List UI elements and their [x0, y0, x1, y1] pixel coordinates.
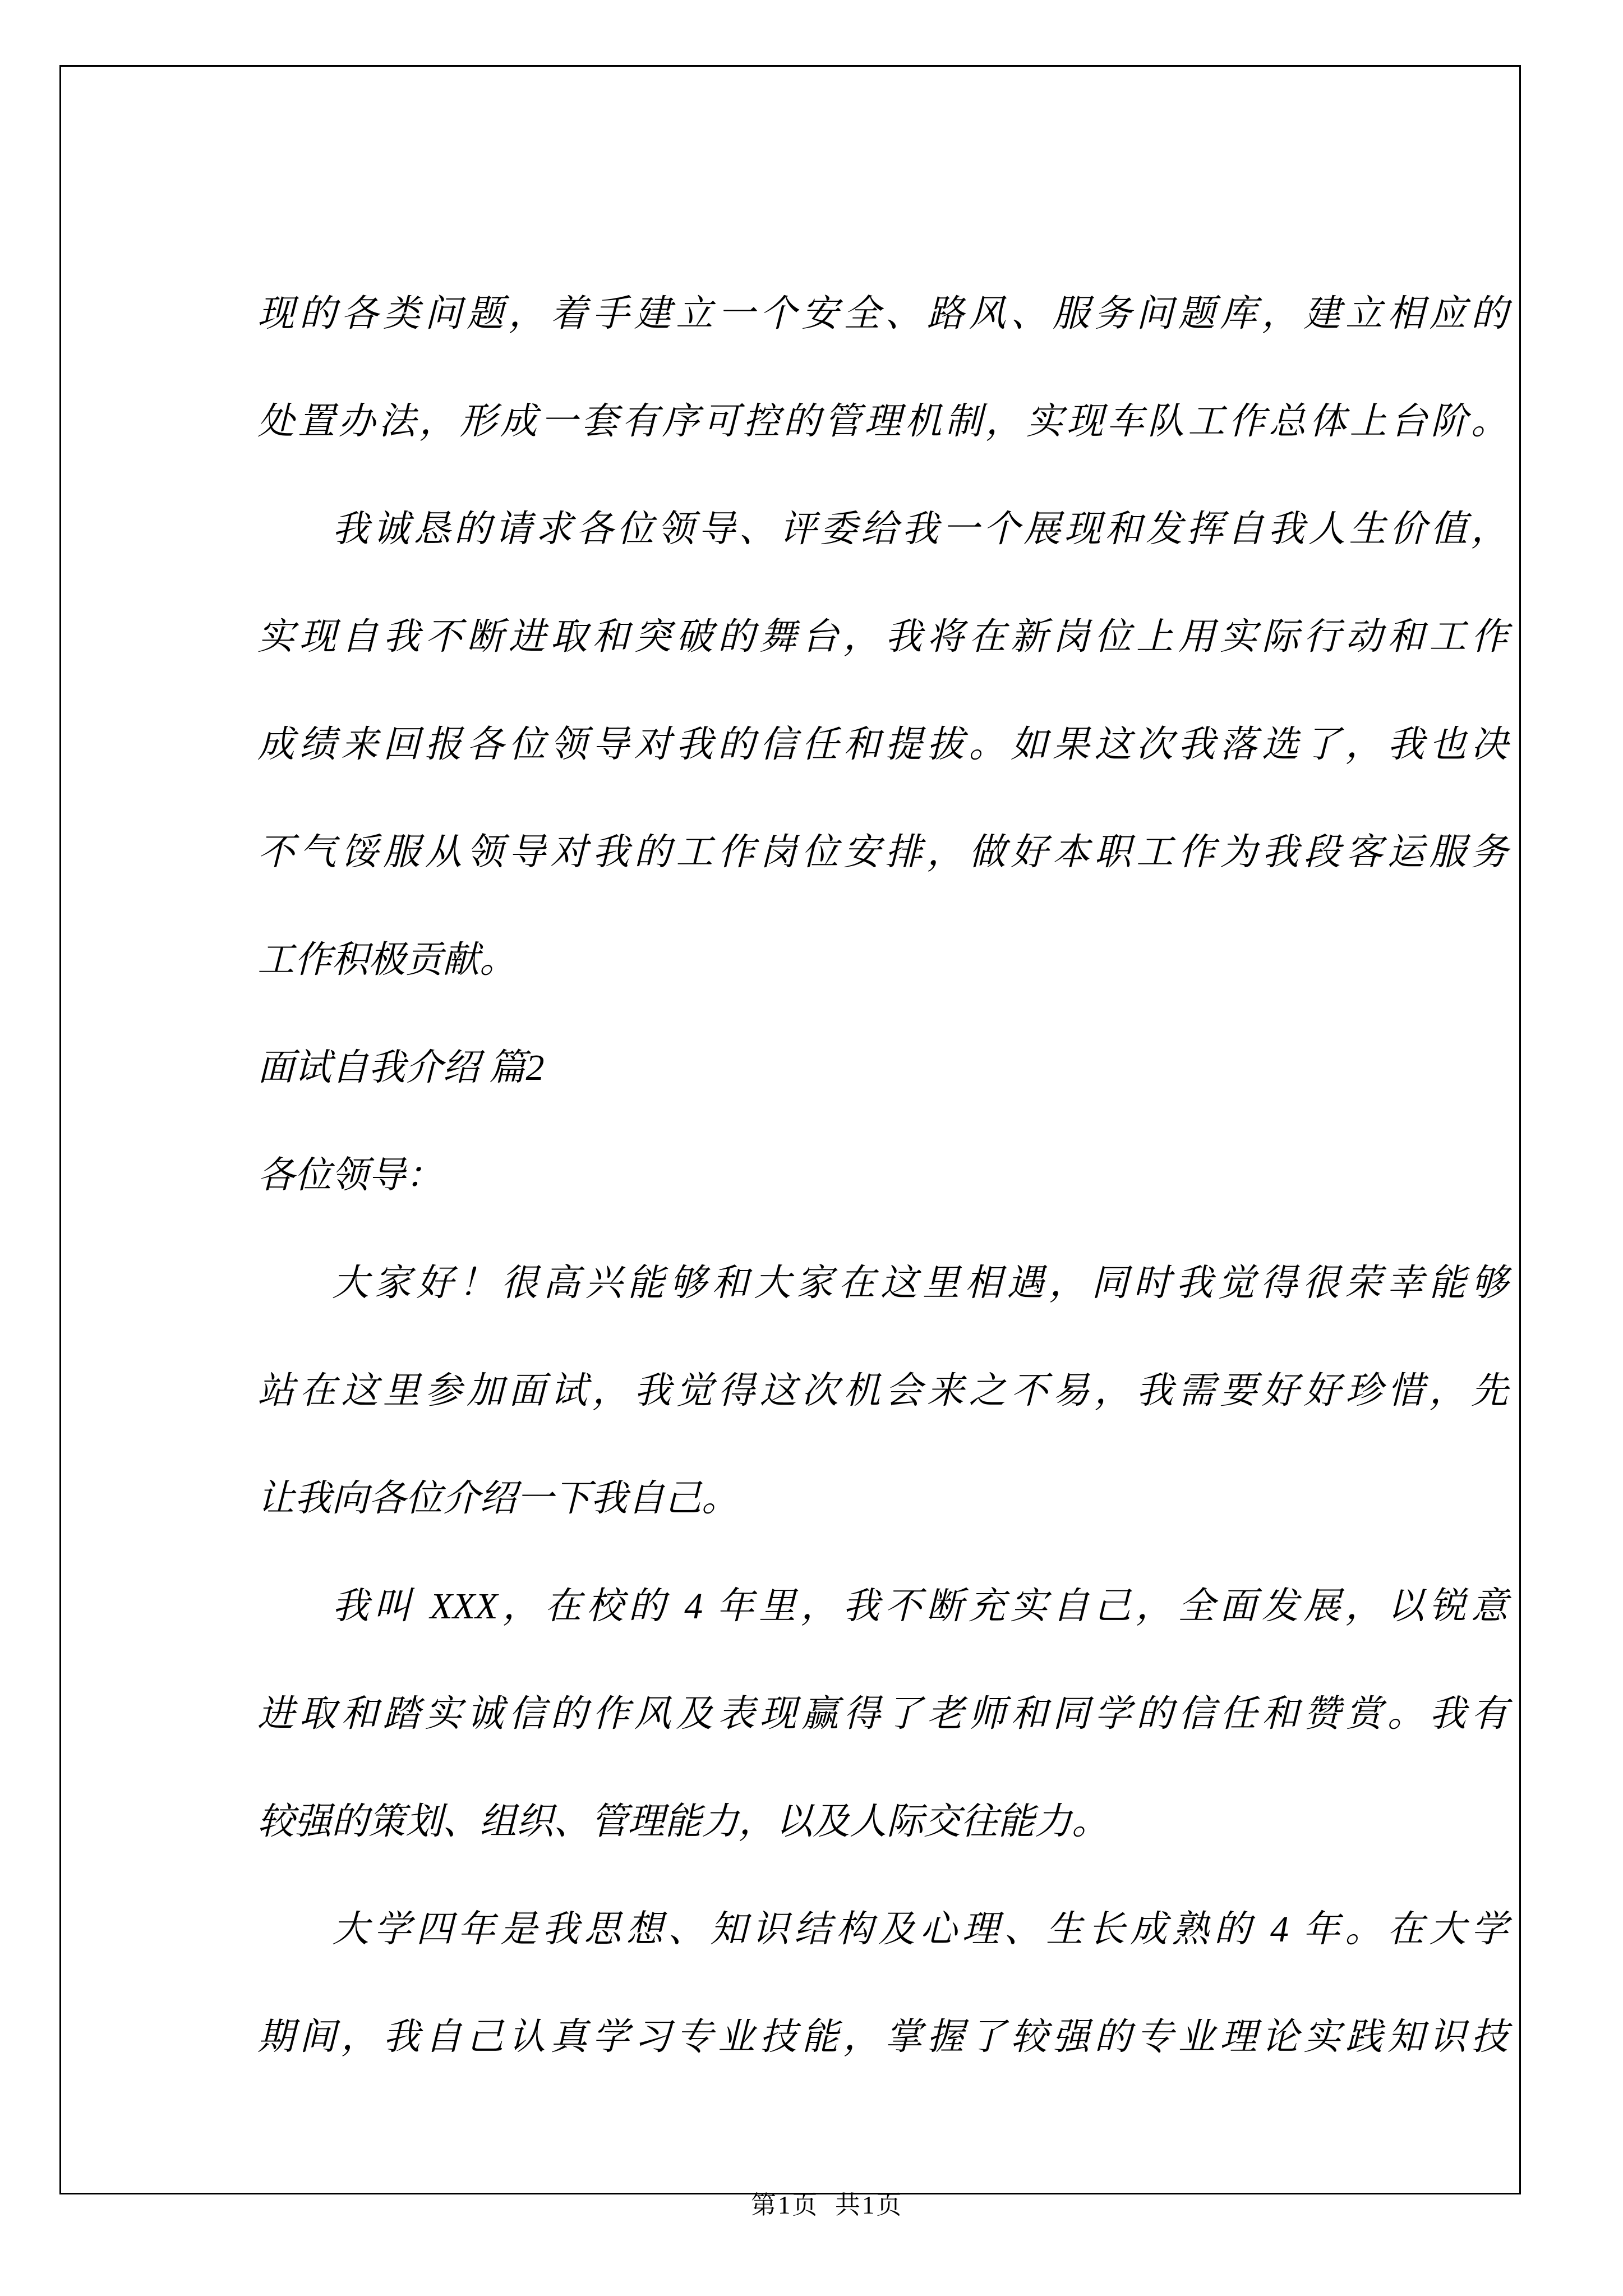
text-line: 工作积极贡献。 — [257, 940, 517, 981]
text-line: 不气馁服从领导对我的工作岗位安排，做好本职工作为我段客运服务 — [257, 832, 1508, 873]
text-line: 我叫 XXX，在校的 4 年里，我不断充实自己，全面发展，以锐意 — [332, 1586, 1508, 1627]
section-heading: 面试自我介绍 篇2 — [257, 1047, 545, 1088]
text-line: 期间，我自己认真学习专业技能，掌握了较强的专业理论实践知识技 — [257, 2017, 1508, 2058]
salutation: 各位领导： — [257, 1155, 442, 1196]
text-line: 成绩来回报各位领导对我的信任和提拔。如果这次我落选了，我也决 — [257, 724, 1508, 765]
page-footer: 第1页 共1页 — [751, 2191, 903, 2219]
page-border — [59, 65, 1521, 2219]
text-line: 大家好！很高兴能够和大家在这里相遇，同时我觉得很荣幸能够 — [332, 1263, 1508, 1304]
text-line: 处置办法，形成一套有序可控的管理机制，实现车队工作总体上台阶。 — [257, 401, 1508, 442]
text-line: 进取和踏实诚信的作风及表现赢得了老师和同学的信任和赞赏。我有 — [257, 1694, 1508, 1734]
text-line: 站在这里参加面试，我觉得这次机会来之不易，我需要好好珍惜，先 — [257, 1370, 1508, 1411]
text-line: 让我向各位介绍一下我自己。 — [257, 1478, 739, 1519]
text-line: 我诚恳的请求各位领导、评委给我一个展现和发挥自我人生价值， — [332, 509, 1508, 550]
text-line: 较强的策划、组织、管理能力，以及人际交往能力。 — [257, 1801, 1109, 1842]
text-line: 大学四年是我思想、知识结构及心理、生长成熟的 4 年。在大学 — [332, 1909, 1508, 1950]
text-line: 实现自我不断进取和突破的舞台，我将在新岗位上用实际行动和工作 — [257, 616, 1508, 657]
text-line: 现的各类问题，着手建立一个安全、路风、服务问题库，建立相应的 — [257, 293, 1508, 334]
document-body — [257, 260, 1508, 2091]
